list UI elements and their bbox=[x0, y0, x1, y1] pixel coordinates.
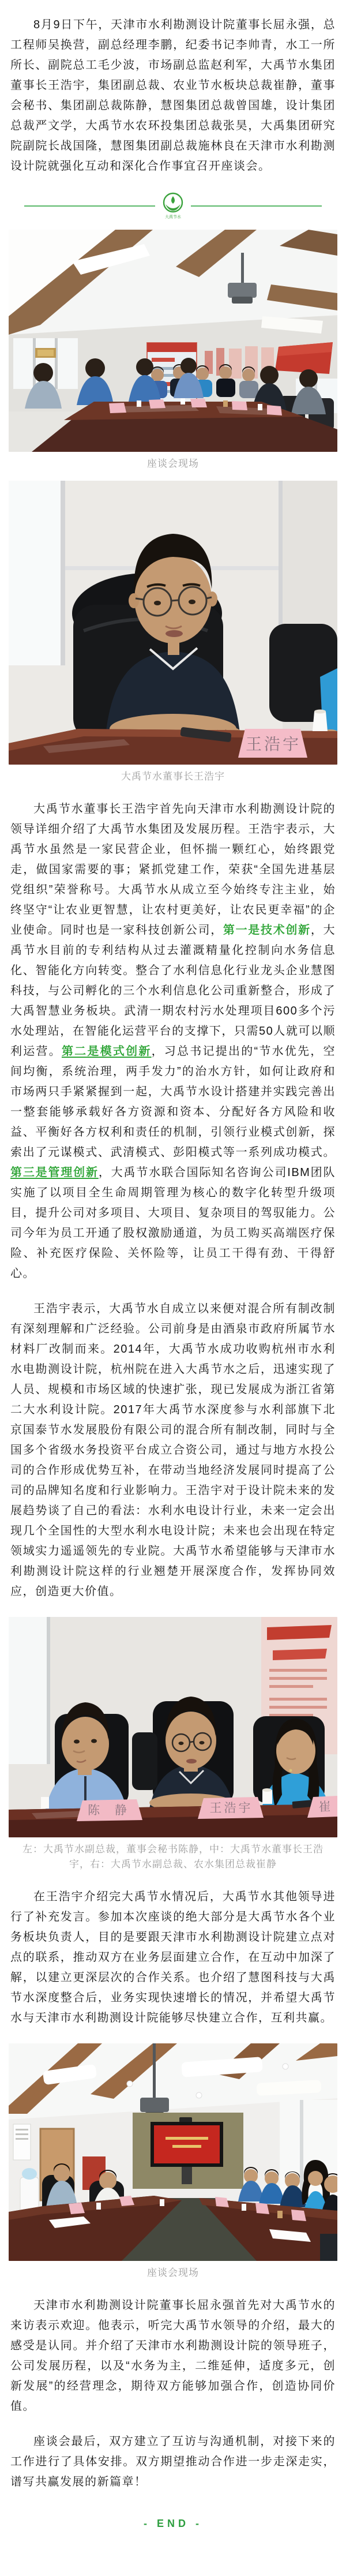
paragraph-host-text: 天津市水利勘测设计院董事长屈永强首先对大禹节水的来访表示欢迎。他表示，听完大禹节水领导的介绍，最大的感受是认同。并介绍了天津市水利勘测设计院的领导班子，公司发展历程，以及“水务为主，二维延伸，适度多元，创新发展”的经营理念，期待双方能够加强合作，创造协同价值。 bbox=[10, 2299, 336, 2413]
photo-meeting-overview bbox=[9, 230, 337, 471]
photo4-caption: 座谈会现场 bbox=[147, 2267, 199, 2278]
p2-highlight-tech-innovation: 第一是技术创新 bbox=[223, 924, 311, 937]
photo2-caption: 大禹节水董事长王浩宇 bbox=[121, 771, 225, 782]
photo-wang-haoyu-image[interactable] bbox=[9, 481, 337, 765]
paragraph-closing-text: 座谈会最后，双方建立了互访与沟通机制，对接下来的工作进行了具体安排。双方期望推动合作进一步走深走实，谱写共赢发展的新篇章！ bbox=[10, 2435, 336, 2488]
photo-wang-haoyu-portrait bbox=[9, 481, 337, 784]
paragraph-reform-experience bbox=[10, 1299, 336, 1602]
photo1-caption: 座谈会现场 bbox=[147, 458, 199, 469]
paragraph-reform-text: 王浩宇表示，大禹节水自成立以来便对混合所有制改制有深刻理解和广泛经验。公司前身是由酒泉市政府所属节水材料厂改制而来。2014年，大禹节水成功收购杭州市水利水电勘测设计院，杭州院在进入大禹节水之后，迅速实现了人员、规模和市场区域的快速扩张，现已发展成为浙江省第二大水利设计院。2017年大禹节水深度参与水利部旗下北京国泰节水发展股份有限公司的混合所有制改制，同时与全国多个省级水务投资平台成立合资公司，通过与地方水投公司的合作形成优势互补，在带动当地经济发展同时提高了公司的品牌知名度和行业影响力。王浩宇对于设计院未来的发展趋势谈了自己的看法：水利水电设计行业，未来一定会出现几个全国性的大型水利水电设计院；未来也会出现在特定领域实力遥遥领先的专业院。大禹节水希望能够与天津市水利勘测设计院这样的行业翘楚开展深度合作，发挥协同效应，创造更大价值。 bbox=[10, 1302, 336, 1598]
photo3-name-card-right: 崔 bbox=[318, 1800, 331, 1814]
section-divider bbox=[24, 192, 322, 220]
photo-executives bbox=[9, 1617, 337, 1872]
paragraph-company-intro bbox=[10, 799, 336, 1284]
divider-line-left bbox=[24, 205, 155, 207]
photo2-name-card: 王浩宇 bbox=[245, 735, 302, 753]
p2-segment: ，大禹节水目前的专利结构从过去灌溉精量化控制向水务信息化、智能化方向转变。整合了水利信息化行业龙头企业慧图科技，与公司孵化的三个水利信息化公司重新整合，形成了大禹智慧业务板块。武清一期农村污水处理项目600多个污水处理站，在智能化运营平台的支撑下，只需50人就可以顺利运营。 bbox=[10, 924, 336, 1058]
paragraph-host-response bbox=[10, 2296, 336, 2417]
photo-meeting-overview-image[interactable] bbox=[9, 230, 337, 452]
photo3-caption: 左：大禹节水副总裁，董事会秘书陈静，中：大禹节水董事长王浩宇，右：大禹节水副总裁、农水集团总裁崔静 bbox=[22, 1844, 324, 1870]
divider-line-right bbox=[191, 205, 322, 207]
paragraph-supplementary-text: 在王浩宇介绍完大禹节水情况后，大禹节水其他领导进行了补充发言。参加本次座谈的绝大部分是大禹节水各个业务板块负责人，目的是要跟天津市水利勘测设计院建立点对点的联系，推动双方在业务层面建立合作，在互动中加深了解，以建立更深层次的合作关系。也介绍了慧图科技与大禹节水深度整合后，业务实现快速增长的情况，并希望大禹节水与天津市水利勘测设计院能够尽快建立合作，互利共赢。 bbox=[10, 1890, 336, 2024]
end-marker: - END - bbox=[144, 2518, 202, 2529]
p2-highlight-management-innovation: 第三是管理创新 bbox=[10, 1166, 99, 1179]
paragraph-intro-text: 8月9日下午，天津市水利勘测设计院董事长屈永强，总工程师吴换营，副总经理李鹏，纪委书记李帅青，水工一所所长、副院总工毛少波，市场副总监赵利军，大禹节水集团董事长王浩宇，集团副总裁、农业节水板块总裁崔静，董事会秘书、集团副总裁陈静，慧图集团总裁曾国雄，设计集团总裁严文学，大禹节水农环投集团总裁张昊，大禹集团研究院副院长战国隆，慧图集团副总裁施林良在天津市水利勘测设计院就强化互动和深化合作事宜召开座谈会。 bbox=[10, 18, 336, 173]
dayu-logo-icon bbox=[161, 192, 185, 220]
photo-meeting-wide-image[interactable] bbox=[9, 2043, 337, 2261]
p2-segment: ，习总书记提出的“节水优先，空间均衡，系统治理，两手发力”的治水方针，如何让政府和市场两只手紧紧握到一起，大禹节水设计搭建并实践完善出一整套能够承载好各方资源和资本、分配好各方风险和收益、平衡好各方权利和责任的机制，引领行业模式创新，探索出了元谋模式、武清模式、彭阳模式等一系列成功模式。 bbox=[10, 1045, 336, 1159]
paragraph-supplementary-remarks bbox=[10, 1887, 336, 2028]
paragraph-intro bbox=[10, 15, 336, 177]
photo3-name-card-left: 陈 静 bbox=[88, 1804, 133, 1817]
p2-highlight-model-innovation: 第二是模式创新 bbox=[61, 1045, 152, 1058]
paragraph-closing bbox=[10, 2432, 336, 2492]
p2-segment: ，大禹节水联合国际知名咨询公司IBM团队实施了以项目全生命周期管理为核心的数字化转型升级项目，提升公司对多项目、大项目、复杂项目的驾驭能力。公司今年为员工开通了股权激励通道，为员工购买高端医疗保险、补充医疗保险、关怀险等，让员工干得有劲、干得舒心。 bbox=[10, 1166, 336, 1280]
logo-text: 大禹节水 bbox=[165, 215, 181, 219]
photo-meeting-wide bbox=[9, 2043, 337, 2281]
photo3-name-card-center: 王浩宇 bbox=[209, 1802, 253, 1815]
p2-segment: 大禹节水董事长王浩宇首先向天津市水利勘测设计院的领导详细介绍了大禹节水集团及发展历程。王浩宇表示，大禹节水虽然是一家民营企业，但怀揣一颗红心，始终跟党走，做国家需要的事；紧抓党建工作，荣获“全国先进基层党组织”荣誉称号。大禹节水从成立至今始终专注主业，始终坚守“让农业更智慧，让农村更美好，让农民更幸福”的企业使命。同时也是一家科技创新公司， bbox=[10, 803, 336, 937]
photo-executives-image[interactable] bbox=[9, 1617, 337, 1837]
